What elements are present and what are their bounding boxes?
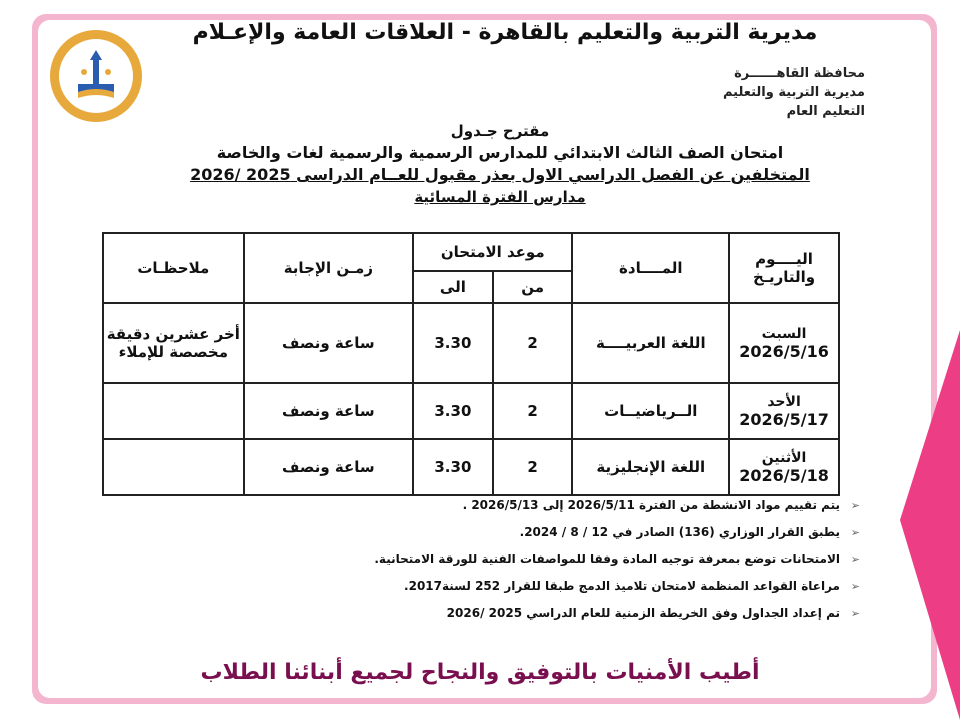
footer-message: أطيب الأمنيات بالتوفيق والنجاح لجميع أبنائنا الطلاب: [200, 660, 760, 685]
cell-duration: ساعة ونصف: [244, 439, 413, 495]
cell-to: 3.30: [413, 303, 493, 383]
note-text: يطبق القرار الوزاري (136) الصادر في 12 / 8 / 2024.: [519, 525, 840, 539]
page-header-title: مديرية التربية والتعليم بالقاهرة - العلاقات العامة والإعـلام: [192, 20, 818, 45]
arrow-bullet-icon: ➢: [850, 552, 860, 566]
title-line-shift: مدارس الفترة المسائية: [414, 188, 586, 206]
exam-schedule-table: [102, 232, 840, 496]
cell-duration: ساعة ونصف: [244, 303, 413, 383]
day-date: 2026/5/16: [739, 341, 829, 361]
cell-notes: [103, 383, 244, 439]
header-notes: ملاحظـات: [103, 233, 244, 303]
header-from: من: [493, 271, 573, 303]
cell-from: 2: [493, 303, 573, 383]
day-name: الأحد: [767, 393, 801, 410]
cell-subject: اللغة الإنجليزية: [572, 439, 729, 495]
document-title: [110, 120, 890, 208]
cell-to: 3.30: [413, 439, 493, 495]
table-row: [103, 439, 839, 495]
cell-notes: أخر عشرين دقيقة مخصصة للإملاء: [103, 303, 244, 383]
org-line-governorate: محافظة القاهــــــرة: [734, 66, 865, 81]
org-line-department: التعليم العام: [786, 104, 865, 119]
logo: [50, 30, 142, 122]
arrow-bullet-icon: ➢: [850, 606, 860, 620]
day-date: 2026/5/17: [739, 409, 829, 429]
logo-emblem-icon: [59, 39, 133, 113]
title-line-proposal: مقترح جـدول: [450, 122, 550, 140]
note-text: يتم تقييم مواد الانشطة من الفترة 2026/5/11 إلى 2026/5/13 .: [462, 498, 840, 512]
note-text: مراعاة القواعد المنظمة لامتحان تلاميذ الدمج طبقا للقرار 252 لسنة2017.: [404, 579, 840, 593]
title-line-exam: امتحان الصف الثالث الابتدائي للمدارس الرسمية والرسمية لغات والخاصة: [216, 143, 784, 162]
arrow-bullet-icon: ➢: [850, 525, 860, 539]
cell-from: 2: [493, 383, 573, 439]
table-row: [103, 303, 839, 383]
table-header-row: [103, 233, 839, 271]
cell-from: 2: [493, 439, 573, 495]
header-subject: المــــادة: [572, 233, 729, 303]
day-date: 2026/5/18: [739, 465, 829, 485]
cell-subject: الــرياضيــات: [572, 383, 729, 439]
list-item: [330, 492, 860, 519]
header-exam-time: موعد الامتحان: [413, 233, 572, 271]
header-day-date: اليــــوم والتاريـخ: [729, 233, 839, 303]
cell-day-date: [729, 383, 839, 439]
list-item: [330, 600, 860, 627]
cell-notes: [103, 439, 244, 495]
header-to: الى: [413, 271, 493, 303]
cell-to: 3.30: [413, 383, 493, 439]
notes-list: [330, 492, 860, 627]
arrow-bullet-icon: ➢: [850, 579, 860, 593]
cell-duration: ساعة ونصف: [244, 383, 413, 439]
header-duration: زمـن الإجابة: [244, 233, 413, 303]
org-line-directorate: مديرية التربية والتعليم: [722, 85, 865, 100]
cell-day-date: [729, 303, 839, 383]
organization-block: [645, 64, 865, 121]
cell-day-date: [729, 439, 839, 495]
arrow-bullet-icon: ➢: [850, 498, 860, 512]
list-item: [330, 573, 860, 600]
day-name: السبت: [761, 325, 807, 342]
day-name: الأثنين: [761, 449, 807, 466]
list-item: [330, 519, 860, 546]
table-row: [103, 383, 839, 439]
decorative-triangle: [900, 330, 960, 720]
cell-subject: اللغة العربيــــة: [572, 303, 729, 383]
note-text: الامتحانات توضع بمعرفة توجيه المادة وفقا للمواصفات الفنية للورقة الامتحانية.: [374, 552, 840, 566]
note-text: تم إعداد الجداول وفق الخريطة الزمنية للعام الدراسي 2025 /2026: [446, 606, 840, 620]
list-item: [330, 546, 860, 573]
title-line-semester: المتخلفين عن الفصل الدراسي الاول بعذر مقبول للعــام الدراسى 2025 /2026: [190, 165, 810, 184]
